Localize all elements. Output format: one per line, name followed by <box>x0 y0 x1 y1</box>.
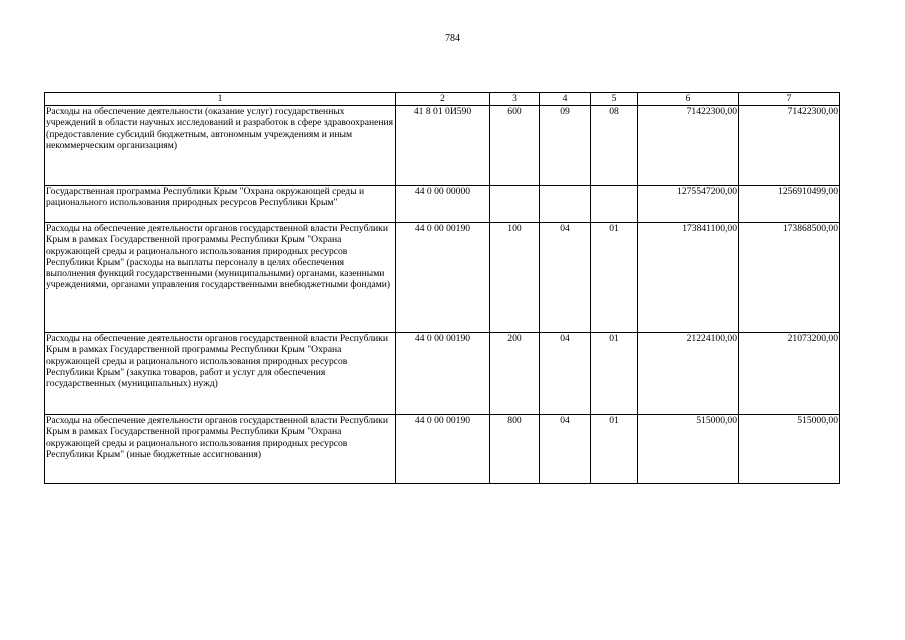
row-subsection: 01 <box>591 333 638 415</box>
row-expense-type: 100 <box>490 223 540 333</box>
row-subsection: 01 <box>591 415 638 484</box>
row-sum-2: 1256910499,00 <box>739 186 840 223</box>
column-header: 7 <box>739 93 840 106</box>
row-name: Государственная программа Республики Крым "Охрана окружающей среды и рационального использования природных ресурсов Республики Крым" <box>45 186 396 223</box>
table-row <box>45 415 840 484</box>
row-sum-1: 173841100,00 <box>638 223 739 333</box>
row-name: Расходы на обеспечение деятельности органов государственной власти Республики Крым в рамках Государственной программы Республики Крым "Охрана окружающей среды и рационального использования природных ресурсов Республики Крым" (закупка товаров, работ и услуг для обеспечения государственных (муниципальных) нужд) <box>45 333 396 415</box>
row-target-article: 44 0 00 00190 <box>396 223 490 333</box>
row-subsection: 01 <box>591 223 638 333</box>
table-row <box>45 106 840 186</box>
column-header: 5 <box>591 93 638 106</box>
column-header: 3 <box>490 93 540 106</box>
column-header: 6 <box>638 93 739 106</box>
row-expense-type: 200 <box>490 333 540 415</box>
row-sum-2: 173868500,00 <box>739 223 840 333</box>
table-row <box>45 186 840 223</box>
row-subsection <box>591 186 638 223</box>
budget-table <box>44 92 840 484</box>
column-header: 2 <box>396 93 490 106</box>
column-header: 1 <box>45 93 396 106</box>
row-name: Расходы на обеспечение деятельности органов государственной власти Республики Крым в рамках Государственной программы Республики Крым "Охрана окружающей среды и рационального использования природных ресурсов Республики Крым" (иные бюджетные ассигнования) <box>45 415 396 484</box>
row-expense-type <box>490 186 540 223</box>
row-expense-type: 800 <box>490 415 540 484</box>
row-section <box>540 186 591 223</box>
row-sum-1: 71422300,00 <box>638 106 739 186</box>
row-section: 09 <box>540 106 591 186</box>
row-target-article: 44 0 00 00000 <box>396 186 490 223</box>
row-sum-1: 1275547200,00 <box>638 186 739 223</box>
row-section: 04 <box>540 223 591 333</box>
row-sum-2: 71422300,00 <box>739 106 840 186</box>
row-section: 04 <box>540 415 591 484</box>
row-target-article: 41 8 01 0И590 <box>396 106 490 186</box>
table-row <box>45 223 840 333</box>
table-row <box>45 333 840 415</box>
row-sum-2: 515000,00 <box>739 415 840 484</box>
row-sum-1: 21224100,00 <box>638 333 739 415</box>
row-name: Расходы на обеспечение деятельности (оказание услуг) государственных учреждений в области научных исследований и разработок в сфере здравоохранения (предоставление субсидий бюджетным, автономным учреждениям и иным некоммерческим организациям) <box>45 106 396 186</box>
column-header: 4 <box>540 93 591 106</box>
row-expense-type: 600 <box>490 106 540 186</box>
row-target-article: 44 0 00 00190 <box>396 333 490 415</box>
row-subsection: 08 <box>591 106 638 186</box>
row-section: 04 <box>540 333 591 415</box>
row-name: Расходы на обеспечение деятельности органов государственной власти Республики Крым в рамках Государственной программы Республики Крым "Охрана окружающей среды и рационального использования природных ресурсов Республики Крым" (расходы на выплаты персоналу в целях обеспечения выполнения функций государственными (муниципальными) органами, казенными учреждениями, органами управления государственными внебюджетными фондами) <box>45 223 396 333</box>
row-target-article: 44 0 00 00190 <box>396 415 490 484</box>
page-number: 784 <box>445 33 460 44</box>
row-sum-1: 515000,00 <box>638 415 739 484</box>
row-sum-2: 21073200,00 <box>739 333 840 415</box>
header-row <box>45 93 840 106</box>
